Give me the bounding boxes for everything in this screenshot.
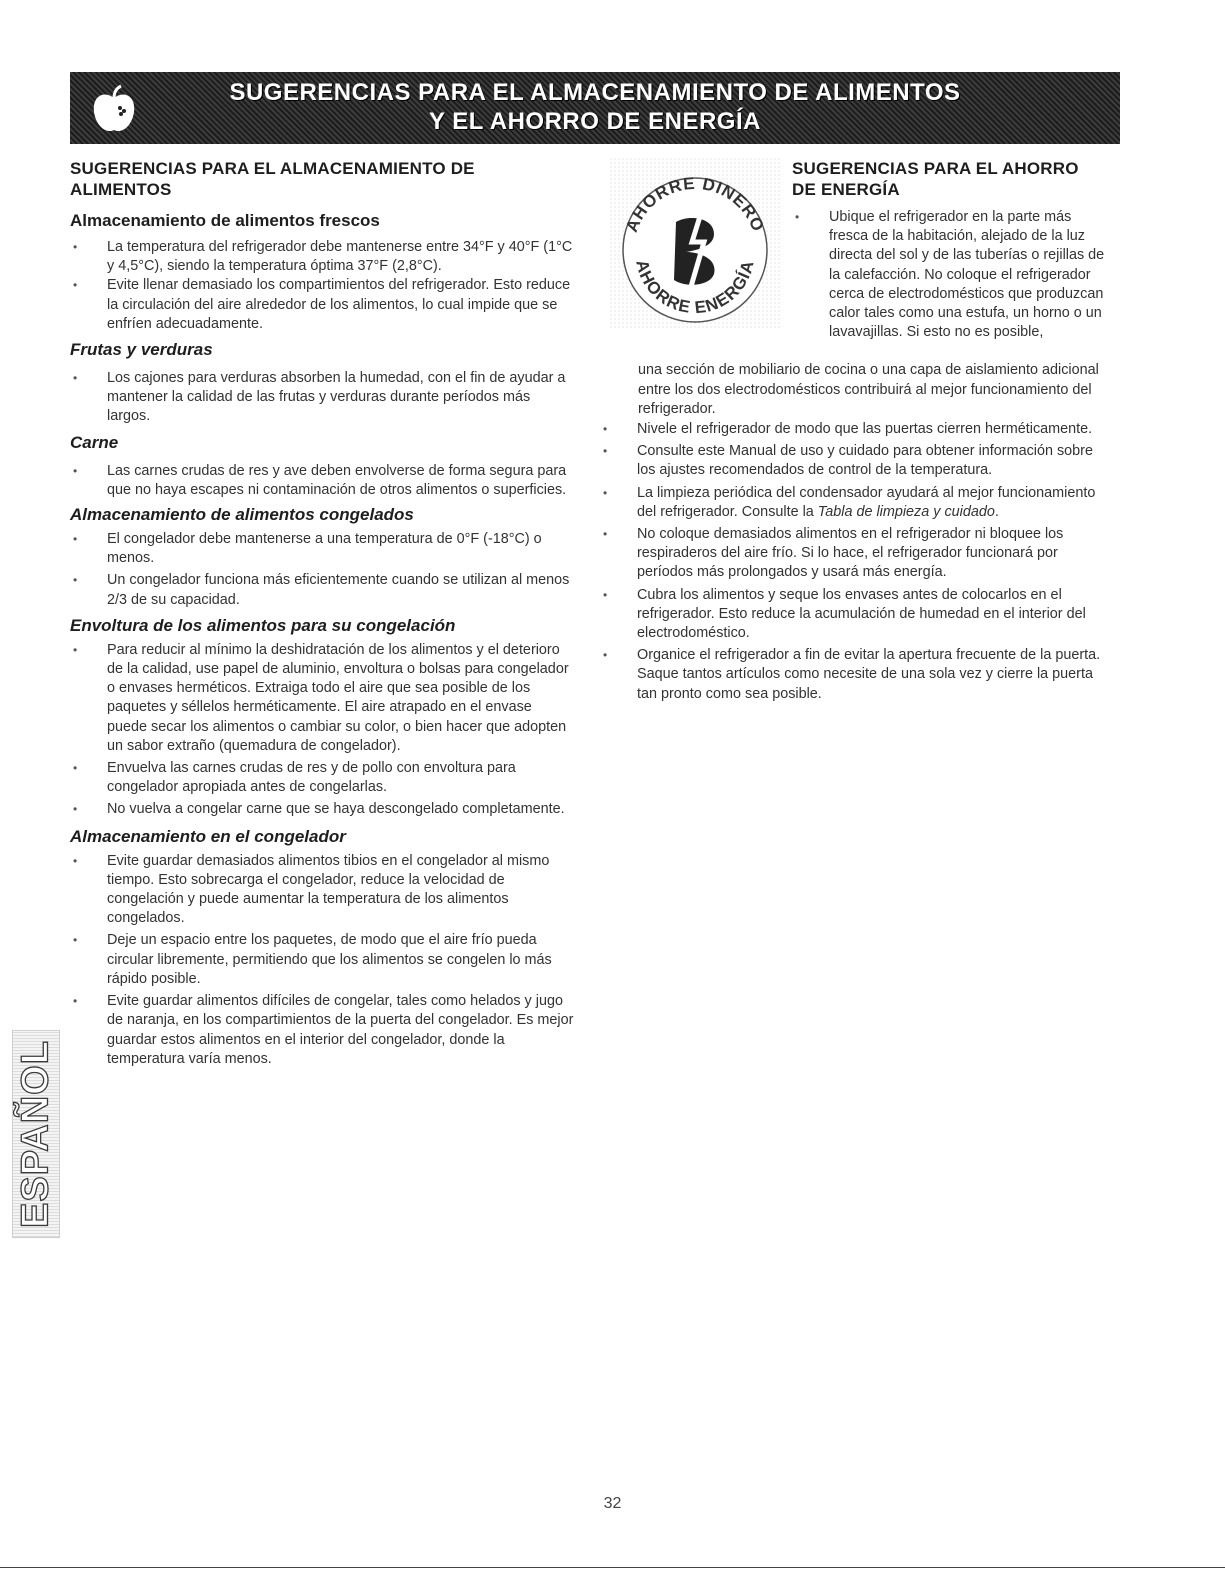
language-side-tab — [12, 1030, 60, 1238]
frozen-storage-title: Almacenamiento de alimentos congelados — [70, 505, 414, 525]
list-item: • Evite guardar alimentos difíciles de congelar, tales como helados y jugo de naranja, en los compartimientos de la puerta del congelador. Es mejor guardar estos alimentos en el interior del congelador, donde la temperatura varía menos. — [70, 992, 575, 1069]
language-label: ESPAÑOL — [14, 1040, 57, 1228]
fresh-food-list — [70, 238, 575, 334]
fruits-list — [70, 369, 575, 427]
meat-title: Carne — [70, 432, 119, 452]
list-item: • Envuelva las carnes crudas de res y de pollo con envoltura para congelador apropiada antes de congelarlas. — [70, 759, 575, 797]
cleaning-text-end: . — [994, 503, 999, 520]
energy-saving-logo — [610, 158, 780, 328]
list-item: • No coloque demasiados alimentos en el refrigerador ni bloquee los respiraderos del aire frío. Si lo hace, el refrigerador funcionará por períodos más prolongados y usará más energía. — [600, 525, 1105, 583]
list-item: • Cubra los alimentos y seque los envases antes de colocarlos en el refrigerador. Esto reduce la acumulación de humedad en el interior del electrodoméstico. — [600, 586, 1105, 644]
banner-title: SUGERENCIAS PARA EL ALMACENAMIENTO DE ALIMENTOS Y EL AHORRO DE ENERGÍA — [229, 79, 961, 135]
meat-list — [70, 462, 575, 500]
energy-tips-list — [600, 420, 1105, 704]
logo-text-bottom: AHORRE ENERGÍA — [632, 257, 758, 318]
list-item: • Deje un espacio entre los paquetes, de modo que el aire frío pueda circular libremente, permitiendo que los alimentos se congelen lo más rápido posible. — [70, 931, 575, 989]
list-item: • Evite guardar demasiados alimentos tibios en el congelador al mismo tiempo. Esto sobrecarga el congelador, reduce la velocidad de congelación y puede aumentar la temperatura de los alimentos congelados. — [70, 852, 575, 929]
frozen-storage-list — [70, 530, 575, 610]
list-item: • Para reducir al mínimo la deshidratación de los alimentos y el deterioro de la calidad, use papel de aluminio, envoltura o bolsas para congelador o envases herméticos. Extraiga todo el aire que sea posible de los paquetes y séllelos herméticamente. El aire atrapado en el envase puede secar los alimentos o cambiar su color, o bien hacer que adopten un sabor extraño (quemadura de congelador). — [70, 641, 575, 756]
list-item: • La temperatura del refrigerador debe mantenerse entre 34°F y 40°F (1°C y 4,5°C), siendo la temperatura óptima 37°F (2,8°C). — [70, 238, 575, 276]
list-item: • No vuelva a congelar carne que se haya descongelado completamente. — [70, 800, 575, 819]
list-item: • Evite llenar demasiado los compartimientos del refrigerador. Esto reduce la circulación del aire alrededor de los alimentos, lo cual impide que se enfríen adecuadamente. — [70, 276, 575, 334]
cleaning-text: La limpieza periódica del condensador ayudará al mejor funcionamiento del refrigerador. Consulte la — [637, 484, 1096, 520]
page-number: 32 — [603, 1495, 622, 1512]
cleaning-table-reference: Tabla de limpieza y cuidado — [817, 503, 995, 520]
list-item: • Ubique el refrigerador en la parte más fresca de la habitación, alejado de la luz directa del sol y de las tuberías o rejillas de la calefacción. No coloque el refrigerador cerca de electrodomésticos que produzcan calor tales como una estufa, un horno o un lavavajillas. Si esto no es posible, — [792, 208, 1107, 342]
bottom-rule — [0, 1567, 1225, 1568]
list-item — [600, 484, 1105, 522]
freezing-wrap-title: Envoltura de los alimentos para su congelación — [70, 615, 456, 635]
freezer-storage-list — [70, 852, 575, 1069]
page-banner — [70, 72, 1120, 144]
logo-text-top: AHORRE DINERO — [622, 173, 768, 235]
list-item: • Las carnes crudas de res y ave deben envolverse de forma segura para que no haya escapes ni contaminación de otros alimentos o superficies. — [70, 462, 575, 500]
list-item: • Nivele el refrigerador de modo que las puertas cierren herméticamente. — [600, 420, 1105, 439]
freezer-storage-title: Almacenamiento en el congelador — [70, 826, 346, 846]
fruits-title: Frutas y verduras — [70, 340, 213, 360]
freezing-wrap-list — [70, 641, 575, 820]
list-item-continuation: una sección de mobiliario de cocina o una capa de aislamiento adicional entre los dos electrodomésticos contribuirá al mejor funcionamiento del refrigerador. — [638, 362, 1099, 418]
food-storage-column — [70, 158, 575, 1069]
list-item: • Los cajones para verduras absorben la humedad, con el fin de ayudar a mantener la calidad de las frutas y verduras durante períodos más largos. — [70, 369, 575, 427]
fresh-food-title: Almacenamiento de alimentos frescos — [70, 211, 380, 230]
list-item: • Organice el refrigerador a fin de evitar la apertura frecuente de la puerta. Saque tantos artículos como necesite de una sola vez y cierre la puerta tan pronto como sea posible. — [600, 646, 1105, 704]
list-item: • Consulte este Manual de uso y cuidado para obtener información sobre los ajustes recomendados de control de la temperatura. — [600, 442, 1105, 480]
energy-first-list — [792, 208, 1107, 342]
energy-saving-heading: SUGERENCIAS PARA EL AHORRO DE ENERGÍA — [792, 159, 1079, 199]
list-item: • El congelador debe mantenerse a una temperatura de 0°F (-18°C) o menos. — [70, 530, 575, 568]
apple-icon — [90, 84, 138, 134]
food-storage-heading: SUGERENCIAS PARA EL ALMACENAMIENTO DE ALIMENTOS — [70, 159, 475, 199]
list-item: • Un congelador funciona más eficientemente cuando se utilizan al menos 2/3 de su capacidad. — [70, 571, 575, 609]
